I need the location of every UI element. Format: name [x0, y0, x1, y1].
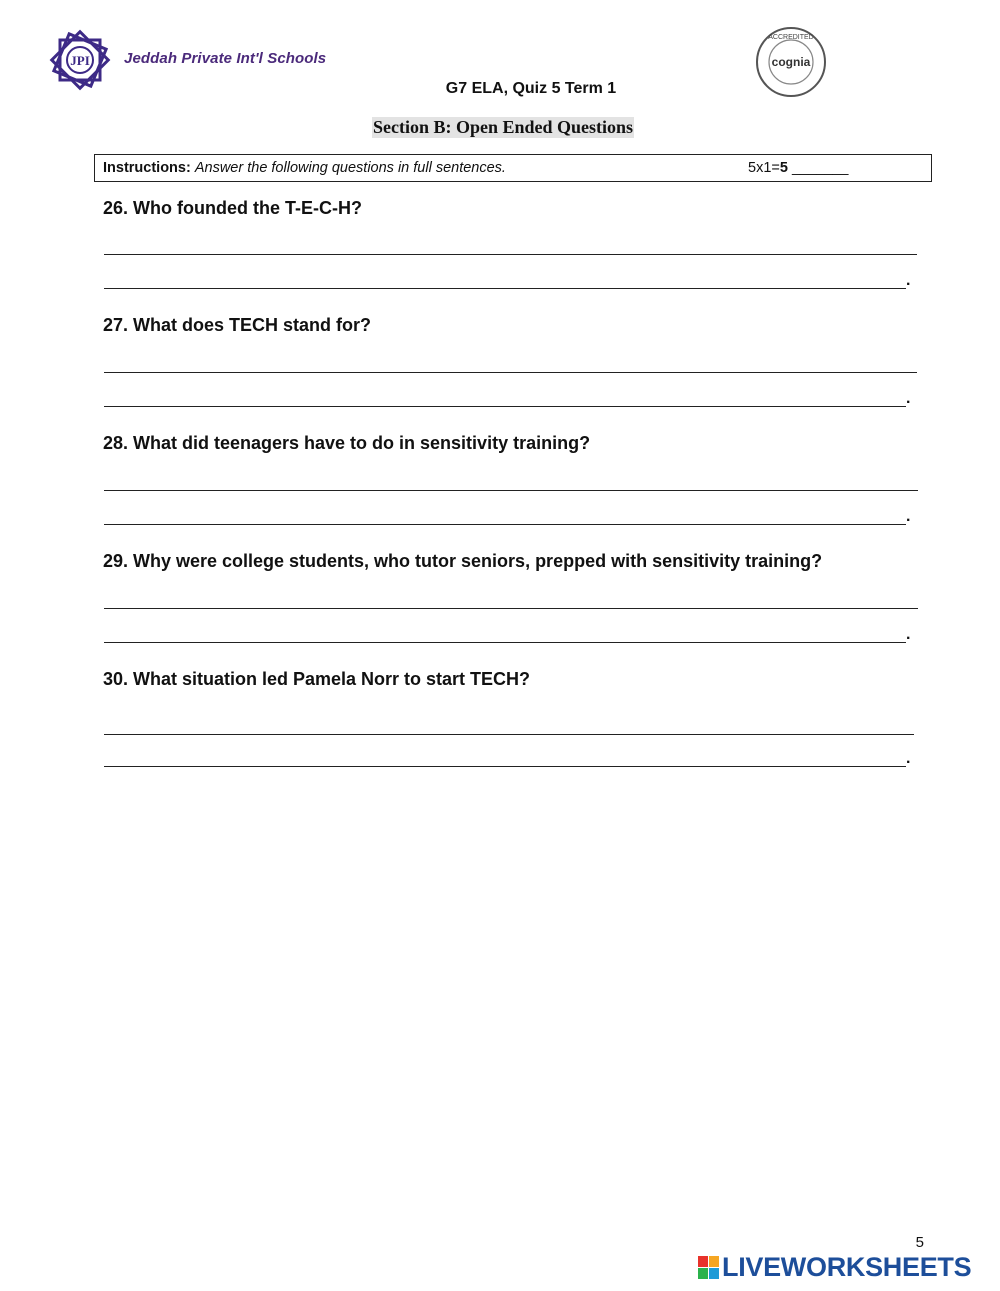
- seal-top-text: ACCREDITED: [768, 34, 814, 41]
- score-blank: _______: [787, 160, 849, 176]
- score-prefix: 5x1=: [748, 160, 780, 176]
- answer-line-26-1[interactable]: [104, 254, 917, 255]
- instructions-body: Answer the following questions in full sentences.: [194, 160, 506, 176]
- question-text: What situation led Pamela Norr to start TECH?: [133, 669, 531, 689]
- question-number: 27.: [103, 315, 129, 335]
- answer-line-29-2[interactable]: [104, 642, 906, 643]
- question-number: 30.: [103, 669, 129, 689]
- question-27: [103, 315, 371, 336]
- liveworksheets-logo-icon: [698, 1256, 720, 1280]
- answer-line-30-2[interactable]: [104, 766, 906, 767]
- question-number: 26.: [103, 198, 129, 218]
- question-text: What did teenagers have to do in sensitivity training?: [133, 433, 591, 453]
- answer-line-28-2[interactable]: [104, 524, 906, 525]
- question-30: [103, 669, 530, 690]
- question-text: Why were college students, who tutor seniors, prepped with sensitivity training?: [133, 551, 823, 571]
- instructions-text: [103, 160, 506, 176]
- question-text: Who founded the T-E-C-H?: [133, 198, 362, 218]
- question-text: What does TECH stand for?: [133, 315, 371, 335]
- line-end-mark: .: [906, 508, 911, 525]
- answer-line-30-1[interactable]: [104, 734, 914, 735]
- question-number: 29.: [103, 551, 129, 571]
- seal-brand: cognia: [771, 55, 811, 69]
- line-end-mark: .: [906, 626, 911, 643]
- page-number: 5: [915, 1234, 924, 1251]
- answer-line-26-2[interactable]: [104, 288, 906, 289]
- line-end-mark: .: [906, 272, 911, 289]
- question-26: [103, 198, 362, 219]
- section-title: Section B: Open Ended Questions: [373, 117, 634, 137]
- question-29: [103, 551, 822, 572]
- liveworksheets-brand[interactable]: LIVEWORKSHEETS: [722, 1252, 972, 1282]
- instructions-box: [94, 154, 932, 182]
- answer-line-29-1[interactable]: [104, 608, 918, 609]
- answer-line-27-1[interactable]: [104, 372, 917, 373]
- line-end-mark: .: [906, 750, 911, 767]
- question-number: 28.: [103, 433, 129, 453]
- line-end-mark: .: [906, 390, 911, 407]
- answer-line-27-2[interactable]: [104, 406, 906, 407]
- instructions-label: Instructions:: [103, 160, 191, 176]
- school-name: Jeddah Private Int'l Schools: [124, 50, 327, 67]
- score-field: [748, 160, 848, 176]
- emblem-monogram: JPI: [70, 53, 90, 68]
- answer-line-28-1[interactable]: [104, 490, 918, 491]
- score-total: 5: [779, 160, 788, 176]
- question-28: [103, 433, 590, 454]
- quiz-title: G7 ELA, Quiz 5 Term 1: [445, 80, 617, 97]
